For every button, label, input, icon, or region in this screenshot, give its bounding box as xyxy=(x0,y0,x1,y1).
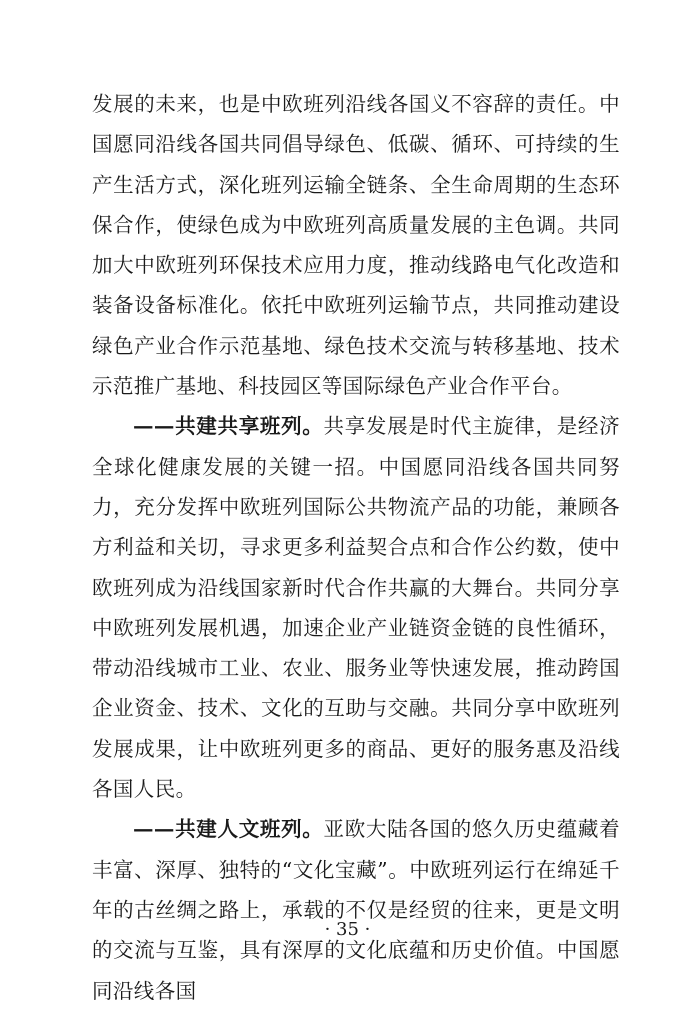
paragraph-text: 共享发展是时代主旋律，是经济全球化健康发展的关键一招。中国愿同沿线各国共同努力，充分发挥中欧班列国际公共物流产品的功能，兼顾各方利益和关切，寻求更多利益契合点和合作公约数，使中欧班列成为沿线国家新时代合作共赢的大舞台。共同分享中欧班列发展机遇，加速企业产业链资金链的良性循环，带动沿线城市工业、农业、服务业等快速发展，推动跨国企业资金、技术、文化的互助与交融。共同分享中欧班列发展成果，让中欧班列更多的商品、更好的服务惠及沿线各国人民。 xyxy=(92,414,620,802)
paragraph-shared-trains xyxy=(92,406,620,809)
paragraph-green-development xyxy=(92,84,620,406)
paragraph-cultural-trains xyxy=(92,809,620,1010)
document-body xyxy=(92,84,620,1011)
section-heading: ——共建人文班列。 xyxy=(133,817,324,842)
section-heading: ——共建共享班列。 xyxy=(133,414,324,439)
paragraph-text: 亚欧大陆各国的悠久历史蕴藏着丰富、深厚、独特的“文化宝藏”。中欧班列运行在绵延千年的古丝绸之路上，承载的不仅是经贸的往来，更是文明的交流与互鉴，具有深厚的文化底蕴和历史价值。中国愿同沿线各国 xyxy=(92,817,620,1003)
paragraph-text: 发展的未来，也是中欧班列沿线各国义不容辞的责任。中国愿同沿线各国共同倡导绿色、低碳、循环、可持续的生产生活方式，深化班列运输全链条、全生命周期的生态环保合作，使绿色成为中欧班列高质量发展的主色调。共同加大中欧班列环保技术应用力度，推动线路电气化改造和装备设备标准化。依托中欧班列运输节点，共同推动建设绿色产业合作示范基地、绿色技术交流与转移基地、技术示范推广基地、科技园区等国际绿色产业合作平台。 xyxy=(92,92,620,399)
page-number: · 35 · xyxy=(324,919,371,940)
